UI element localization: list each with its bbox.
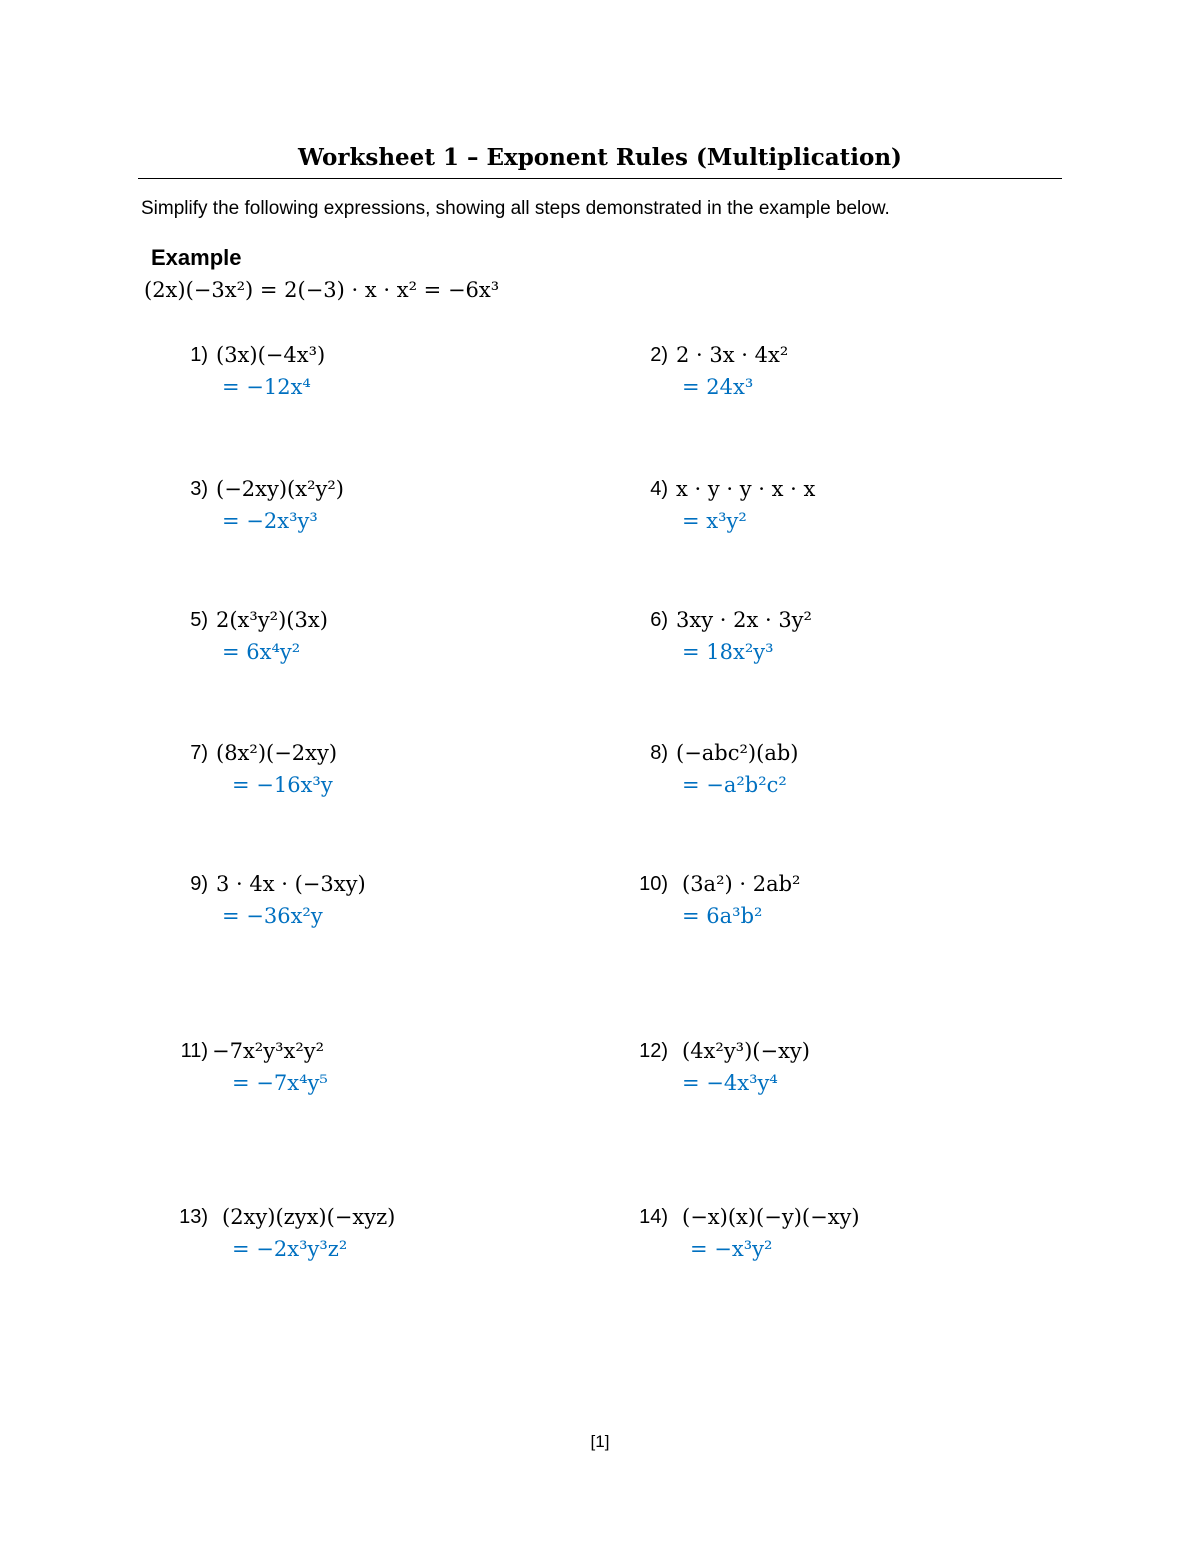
problem-question: 2 · 3x · 4x² [676,343,789,367]
problem-question: 3xy · 2x · 3y² [676,608,812,632]
problem-answer: = x³y² [682,509,747,533]
problem-number: 10) [639,873,668,895]
problem-answer: = −2x³y³ [222,509,318,533]
problem-number: 12) [639,1040,668,1062]
problem-question: (2xy)(zyx)(−xyz) [222,1205,396,1229]
problem-answer: = 18x²y³ [682,640,774,664]
problem-number: 3) [190,478,208,500]
problem-answer: = −12x⁴ [222,375,311,399]
problem-question: −7x²y³x²y² [212,1039,325,1063]
problem-number: 9) [190,873,208,895]
problem-number: 4) [650,478,668,500]
problem-answer: = 6a³b² [682,904,763,928]
problem-answer: = −4x³y⁴ [682,1071,778,1095]
problem-number: 5) [190,609,208,631]
example-expression: (2x)(−3x²) = 2(−3) · x · x² = −6x³ [144,278,500,302]
page-number: [1] [590,1432,610,1451]
problem-number: 13) [179,1206,208,1228]
problem-number: 7) [190,742,208,764]
problem-number: 8) [650,742,668,764]
problem-number: 2) [650,344,668,366]
problem-answer: = 24x³ [682,375,754,399]
title-divider [138,178,1062,179]
problem-number: 11) [180,1040,208,1062]
problem-question: (−x)(x)(−y)(−xy) [682,1205,860,1229]
problem-answer: = −16x³y [232,773,333,797]
instructions: Simplify the following expressions, showing all steps demonstrated in the example below. [141,198,890,219]
problem-answer: = −7x⁴y⁵ [232,1071,328,1095]
problem-number: 6) [650,609,668,631]
problem-answer: = −36x²y [222,904,323,928]
problem-number: 1) [190,344,208,366]
problem-number: 14) [639,1206,668,1228]
problem-question: 3 · 4x · (−3xy) [216,872,366,896]
problem-question: (3a²) · 2ab² [682,872,801,896]
problem-answer: = −a²b²c² [682,773,787,797]
problem-question: (−2xy)(x²y²) [216,477,344,501]
problem-answer: = −2x³y³z² [232,1237,348,1261]
problem-question: (8x²)(−2xy) [216,741,338,765]
problem-question: (−abc²)(ab) [676,741,799,765]
problem-answer: = 6x⁴y² [222,640,301,664]
example-heading: Example [151,245,242,270]
problem-question: x · y · y · x · x [676,477,816,501]
problem-question: (4x²y³)(−xy) [682,1039,810,1063]
problem-question: (3x)(−4x³) [216,343,326,367]
problem-answer: = −x³y² [690,1237,773,1261]
problem-question: 2(x³y²)(3x) [216,608,328,632]
worksheet-title: Worksheet 1 – Exponent Rules (Multiplication) [298,144,902,171]
